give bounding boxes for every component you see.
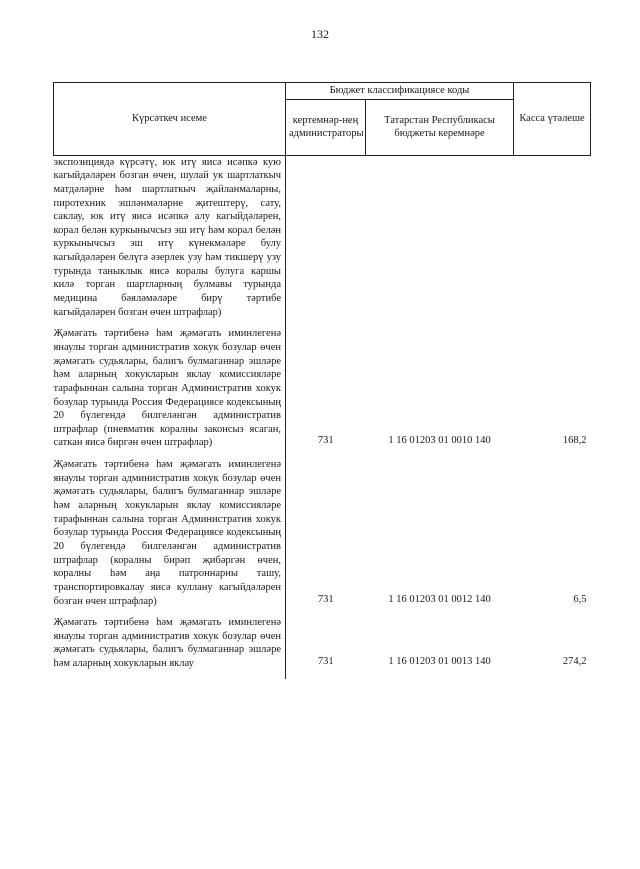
page-number: 132: [311, 27, 329, 41]
row-budget-code: 1 16 01203 01 0012 140: [388, 593, 491, 605]
header-budget-codes-group: Бюджет классификациясе коды: [286, 83, 514, 100]
header-admins: кертемнәр-нең администраторы: [286, 99, 366, 155]
row-amount: 274,2: [562, 656, 587, 668]
row-amount: 6,5: [573, 593, 587, 605]
row-amount: 168,2: [562, 435, 587, 447]
table-header: [54, 83, 591, 156]
header-indicator-name: Күрсәткеч исеме: [54, 83, 286, 156]
row-budget-code: 1 16 01203 01 0010 140: [388, 435, 491, 447]
table-row: [54, 458, 591, 616]
row-admin-code: 731: [317, 435, 334, 447]
row-budget-code: 1 16 01203 01 0013 140: [388, 656, 491, 668]
row-amount: [514, 155, 591, 327]
row-indicator-name: экспозициядә күрсәтү, юк итү яисә исәпкә кую кагыйдәләрен бозган өчен, шулай ук шартлаткыч матдәләрне һәм шартлаткыч җайланмаларны, пиротехник эшләнмәләрне җитештерү, сату, саклау, юк итү яисә исәпкә алу кагыйдәләрен, корал белән куркынычсыз эш итү һәм корал белән куркынычсыз эш итү күнекмәләре булу кагыйдәләрен белүгә әзерлек узу һәм тикшерү узу турында таныклык яисә коралы булуга каршы килә торган шартларның булмавы турында медицина бәяләмәләре бирү тәртибе кагыйдәләрен бозган өчен штрафлар): [54, 155, 286, 327]
header-cash-execution: Касса үтәлеше: [514, 83, 591, 156]
budget-table: [53, 82, 591, 679]
row-indicator-name: Җәмәгать тәртибенә һәм җәмәгать иминлегенә янаулы торган административ хокук бозулар өчен җәмәгать судьялары, балигъ булмаганнар эшләре һәм аларның хокукларын яклау: [54, 616, 286, 679]
table-row: [54, 155, 591, 327]
row-indicator-name: Җәмәгать тәртибенә һәм җәмәгать иминлегенә янаулы торган административ хокук бозулар өчен җәмәгать судьялары, балигъ булмаганнар эшләре һәм аларның хокукларын яклау комиссияләре тарафыннан салына торган Административ хокук бозулар турында Россия Федерациясе кодексының 20 бүлегендә билгеләнгән административ штрафлар (коралны бирәп җибәргән өчен, коралны һәм аңа патроннарны ташу, транспортировкалау яисә куллану кагыйдәләрен бозган өчен штрафлар): [54, 458, 286, 616]
row-admin-code: 731: [317, 656, 334, 668]
row-budget-code: [366, 155, 514, 327]
table-row: [54, 327, 591, 458]
table-row: [54, 616, 591, 679]
row-indicator-name: Җәмәгать тәртибенә һәм җәмәгать иминлегенә янаулы торган административ хокук бозулар өчен җәмәгать судьялары, балигъ булмаганнар эшләре һәм аларның хокукларын яклау комиссияләре тарафыннан салына торган Административ хокук бозулар турында Россия Федерациясе кодексының 20 бүлегендә билгеләнгән административ штрафлар (пневматик коралны законсыз ясаган, саткан яисә биргән өчен штрафлар): [54, 327, 286, 458]
row-admin-code: [286, 155, 366, 327]
header-budget-revenues: Татарстан Республикасы бюджеты керемнәре: [366, 99, 514, 155]
row-admin-code: 731: [317, 593, 334, 605]
